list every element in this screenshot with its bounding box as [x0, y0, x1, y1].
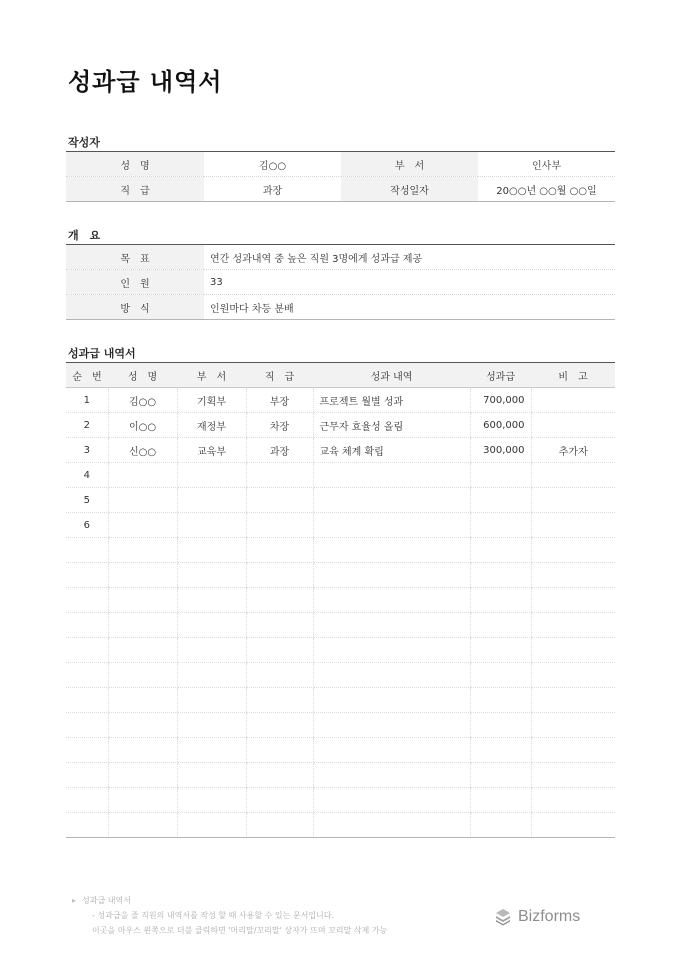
footer-line-2: 이곳을 마우스 왼쪽으로 더블 클릭하면 '머리말/꼬리말' 상자가 뜨며 꼬리말 삭제 가능 [92, 926, 388, 935]
table-row [66, 438, 615, 463]
remark [531, 538, 615, 563]
performance-detail [313, 563, 470, 588]
bonus-amount [470, 488, 531, 513]
row-number [66, 563, 108, 588]
employee-name [108, 688, 177, 713]
table-row [66, 563, 615, 588]
table-row [66, 788, 615, 813]
employee-dept [177, 713, 246, 738]
employee-dept [177, 738, 246, 763]
employee-name [108, 788, 177, 813]
table-row [66, 813, 615, 838]
row-number [66, 788, 108, 813]
employee-dept [177, 663, 246, 688]
row-number [66, 638, 108, 663]
author-name: 김○○ [204, 152, 341, 177]
employee-rank [246, 788, 313, 813]
performance-detail [313, 763, 470, 788]
employee-rank [246, 513, 313, 538]
remark [531, 738, 615, 763]
row-number [66, 763, 108, 788]
author-section-label: 작성자 [68, 136, 100, 149]
employee-dept [177, 513, 246, 538]
table-row [66, 588, 615, 613]
overview-section-label: 개 요 [68, 229, 101, 242]
employee-rank: 과장 [246, 438, 313, 463]
performance-detail: 프로젝트 월별 성과 [313, 388, 470, 413]
performance-detail [313, 788, 470, 813]
bonus-amount [470, 738, 531, 763]
remark [531, 763, 615, 788]
performance-detail: 교육 체계 확립 [313, 438, 470, 463]
table-row [66, 463, 615, 488]
author-label-dept: 부 서 [341, 152, 478, 177]
row-number [66, 813, 108, 838]
bonus-amount [470, 463, 531, 488]
footer-line-1: - 성과급을 줄 직원의 내역서를 작성 할 때 사용할 수 있는 문서입니다. [92, 911, 335, 920]
row-number: 1 [66, 388, 108, 413]
employee-dept [177, 813, 246, 838]
bizforms-brand [494, 908, 580, 926]
row-number: 4 [66, 463, 108, 488]
table-row [66, 538, 615, 563]
performance-detail [313, 713, 470, 738]
employee-name [108, 763, 177, 788]
employee-name [108, 538, 177, 563]
performance-detail [313, 688, 470, 713]
overview-method: 인원마다 차등 분배 [210, 303, 294, 315]
employee-name [108, 563, 177, 588]
overview-row [66, 295, 615, 320]
employee-dept [177, 588, 246, 613]
remark [531, 588, 615, 613]
remark [531, 663, 615, 688]
bonus-amount [470, 588, 531, 613]
bonus-amount [470, 638, 531, 663]
table-row [66, 388, 615, 413]
overview-table [66, 244, 615, 320]
remark [531, 813, 615, 838]
remark [531, 488, 615, 513]
author-date: 20○○년 ○○월 ○○일 [496, 185, 597, 197]
employee-rank [246, 713, 313, 738]
table-row [66, 488, 615, 513]
employee-rank [246, 588, 313, 613]
overview-row [66, 270, 615, 295]
employee-dept [177, 563, 246, 588]
overview-label-goal: 목 표 [66, 245, 204, 270]
employee-dept: 기획부 [177, 388, 246, 413]
col-header-performance: 성과 내역 [313, 363, 470, 388]
remark: 추가자 [531, 438, 615, 463]
footer-title: 성과급 내역서 [82, 896, 131, 905]
row-number [66, 663, 108, 688]
employee-rank: 부장 [246, 388, 313, 413]
performance-detail [313, 513, 470, 538]
overview-label-method: 방 식 [66, 295, 204, 320]
performance-detail [313, 463, 470, 488]
bonus-amount [470, 663, 531, 688]
employee-rank [246, 813, 313, 838]
employee-rank [246, 763, 313, 788]
employee-name [108, 813, 177, 838]
bonus-amount: 300,000 [470, 438, 531, 463]
performance-detail: 근무자 효율성 올림 [313, 413, 470, 438]
col-header-note: 비 고 [531, 363, 615, 388]
author-label-rank: 직 급 [66, 177, 204, 202]
overview-row [66, 245, 615, 270]
employee-rank [246, 663, 313, 688]
employee-rank [246, 638, 313, 663]
bonus-amount [470, 563, 531, 588]
footer-notes [72, 893, 387, 938]
performance-detail [313, 538, 470, 563]
remark [531, 413, 615, 438]
employee-rank [246, 613, 313, 638]
employee-rank [246, 688, 313, 713]
bonus-amount: 600,000 [470, 413, 531, 438]
employee-dept: 재정부 [177, 413, 246, 438]
bonus-amount [470, 813, 531, 838]
col-header-bonus: 성과급 [470, 363, 531, 388]
performance-detail [313, 738, 470, 763]
remark [531, 688, 615, 713]
list-section-label: 성과급 내역서 [68, 347, 136, 360]
employee-rank [246, 463, 313, 488]
author-rank: 과장 [262, 185, 283, 197]
bonus-amount [470, 688, 531, 713]
table-row [66, 763, 615, 788]
col-header-dept: 부 서 [177, 363, 246, 388]
table-row [66, 663, 615, 688]
employee-dept [177, 788, 246, 813]
table-row [66, 738, 615, 763]
employee-name [108, 588, 177, 613]
overview-goal: 연간 성과내역 중 높은 직원 3명에게 성과급 제공 [204, 245, 615, 270]
row-number: 2 [66, 413, 108, 438]
author-table [66, 151, 615, 202]
remark [531, 463, 615, 488]
bonus-amount [470, 713, 531, 738]
employee-name [108, 463, 177, 488]
employee-name: 김○○ [108, 388, 177, 413]
employee-rank [246, 563, 313, 588]
table-row [66, 638, 615, 663]
remark [531, 388, 615, 413]
author-label-date: 작성일자 [341, 177, 478, 202]
employee-name [108, 663, 177, 688]
employee-rank: 차장 [246, 413, 313, 438]
employee-name [108, 513, 177, 538]
table-row [66, 613, 615, 638]
employee-name [108, 488, 177, 513]
employee-dept [177, 763, 246, 788]
col-header-no: 순 번 [66, 363, 108, 388]
row-number [66, 613, 108, 638]
bonus-amount [470, 763, 531, 788]
document-title: 성과급 내역서 [68, 68, 223, 96]
bonus-amount: 700,000 [470, 388, 531, 413]
employee-rank [246, 738, 313, 763]
brand-name: Bizforms [518, 908, 581, 925]
author-row [66, 177, 615, 202]
remark [531, 788, 615, 813]
triangle-bullet-icon: ▸ [72, 896, 77, 905]
row-number [66, 588, 108, 613]
row-number: 6 [66, 513, 108, 538]
employee-dept [177, 613, 246, 638]
performance-detail [313, 663, 470, 688]
table-row [66, 688, 615, 713]
col-header-name: 성 명 [108, 363, 177, 388]
employee-dept [177, 538, 246, 563]
overview-label-count: 인 원 [66, 270, 204, 295]
col-header-rank: 직 급 [246, 363, 313, 388]
employee-dept [177, 688, 246, 713]
remark [531, 613, 615, 638]
bonus-amount [470, 513, 531, 538]
employee-name [108, 638, 177, 663]
employee-dept: 교육부 [177, 438, 246, 463]
employee-name [108, 613, 177, 638]
author-label-name: 성 명 [66, 152, 204, 177]
remark [531, 638, 615, 663]
row-number [66, 538, 108, 563]
row-number: 3 [66, 438, 108, 463]
table-row [66, 413, 615, 438]
performance-detail [313, 813, 470, 838]
row-number: 5 [66, 488, 108, 513]
employee-dept [177, 488, 246, 513]
bonus-amount [470, 538, 531, 563]
employee-name: 신○○ [108, 438, 177, 463]
row-number [66, 738, 108, 763]
table-row [66, 713, 615, 738]
employee-name [108, 738, 177, 763]
bonus-amount [470, 788, 531, 813]
row-number [66, 713, 108, 738]
row-number [66, 688, 108, 713]
performance-detail [313, 613, 470, 638]
performance-detail [313, 638, 470, 663]
employee-dept [177, 463, 246, 488]
employee-rank [246, 488, 313, 513]
bonus-list-table [66, 362, 615, 838]
employee-name: 이○○ [108, 413, 177, 438]
table-row [66, 513, 615, 538]
remark [531, 713, 615, 738]
author-row [66, 152, 615, 177]
bonus-amount [470, 613, 531, 638]
author-dept: 인사부 [478, 152, 615, 177]
employee-name [108, 713, 177, 738]
bizforms-logo-icon [494, 908, 512, 926]
remark [531, 513, 615, 538]
table-header-row [66, 363, 615, 388]
remark [531, 563, 615, 588]
performance-detail [313, 588, 470, 613]
performance-detail [313, 488, 470, 513]
employee-rank [246, 538, 313, 563]
employee-dept [177, 638, 246, 663]
overview-count: 33 [204, 270, 615, 295]
